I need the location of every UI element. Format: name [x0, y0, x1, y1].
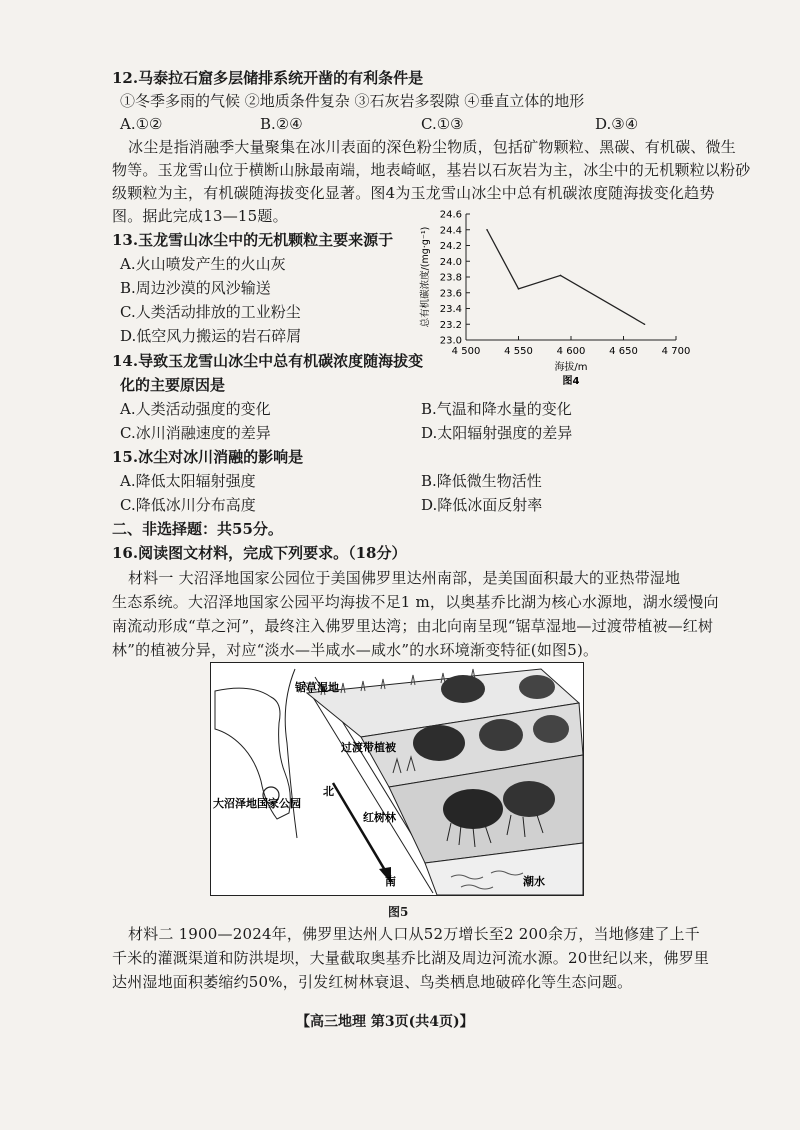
x-tick-label: 4 700	[661, 346, 690, 357]
label-transition-vegetation: 过渡带植被	[341, 741, 396, 754]
q14-stem-line-2: 化的主要原因是	[120, 376, 226, 394]
label-national-park: 大沼泽地国家公园	[213, 797, 301, 810]
q12-conditions: ①冬季多雨的气候 ②地质条件复杂 ③石灰岩多裂隙 ④垂直立体的地形	[120, 92, 585, 110]
q15-option-a: A.降低太阳辐射强度	[120, 472, 256, 490]
toc-series-line	[487, 230, 645, 325]
y-tick-label: 23.0	[439, 335, 462, 347]
q16-stem: 16.阅读图文材料，完成下列要求。（18分）	[112, 544, 407, 562]
y-tick-label: 24.2	[439, 241, 462, 252]
y-tick-label: 23.2	[439, 319, 462, 331]
q15-option-c: C.降低冰川分布高度	[120, 496, 256, 514]
label-north: 北	[323, 785, 334, 798]
material1-line-4: 林”的植被分异，对应“淡水—半咸水—咸水”的水环境渐变特征(如图5)。	[112, 641, 599, 659]
q15-option-d: D.降低冰面反射率	[421, 496, 543, 514]
data-point	[560, 275, 562, 277]
q14-option-c: C.冰川消融速度的差异	[120, 424, 271, 442]
section-2-heading: 二、非选择题：共55分。	[112, 520, 283, 538]
q15-option-b: B.降低微生物活性	[421, 472, 542, 490]
q12-option-a: A.①②	[120, 115, 163, 133]
q13-option-b: B.周边沙漠的风沙输送	[120, 279, 271, 297]
x-tick-label: 4 500	[451, 346, 481, 357]
label-south: 南	[385, 875, 396, 888]
material1-line-1: 材料一 大沼泽地国家公园位于美国佛罗里达州南部，是美国面积最大的亚热带湿地	[128, 569, 681, 587]
q12-option-b: B.②④	[260, 115, 303, 133]
material2-line-1: 材料二 1900—2024年，佛罗里达州人口从52万增长至2 200余万，当地修建了上千	[128, 925, 700, 943]
florida-inset-map	[215, 669, 297, 838]
data-point	[644, 323, 646, 325]
q14-option-d: D.太阳辐射强度的差异	[421, 424, 573, 442]
q13-option-a: A.火山喷发产生的火山灰	[120, 255, 286, 273]
figure4-caption: 图4	[562, 376, 580, 386]
label-tide-water: 潮水	[523, 875, 545, 888]
figure5-caption: 图5	[388, 905, 409, 919]
passage-line-2: 物等。玉龙雪山位于横断山脉最南端，地表崎岖，基岩以石灰岩为主，冰尘中的无机颗粒以粉砂	[112, 161, 751, 179]
q13-stem: 13.玉龙雪山冰尘中的无机颗粒主要来源于	[112, 231, 394, 249]
material1-line-2: 生态系统。大沼泽地国家公园平均海拔不足1 m，以奥基乔比湖为核心水源地，湖水缓慢向	[112, 593, 719, 611]
north-south-arrow	[333, 783, 391, 883]
label-sawgrass-wetland: 锯草湿地	[295, 681, 339, 694]
y-tick-label: 24.0	[439, 256, 462, 268]
x-tick-label: 4 600	[556, 346, 586, 357]
q12-option-d: D.③④	[595, 115, 639, 133]
y-tick-label: 24.4	[439, 225, 462, 237]
q14-stem-line-1: 14.导致玉龙雪山冰尘中总有机碳浓度随海拔变	[112, 352, 424, 370]
y-tick-label: 24.6	[439, 209, 462, 221]
figure4-chart	[418, 206, 690, 386]
q13-option-c: C.人类活动排放的工业粉尘	[120, 303, 301, 321]
passage-line-4: 图。据此完成13—15题。	[112, 207, 288, 225]
q12-option-c: C.①③	[421, 115, 464, 133]
q15-stem: 15.冰尘对冰川消融的影响是	[112, 448, 304, 466]
q14-option-a: A.人类活动强度的变化	[120, 400, 271, 418]
passage-line-1: 冰尘是指消融季大量聚集在冰川表面的深色粉尘物质，包括矿物颗粒、黑碳、有机碳、微生	[128, 138, 737, 156]
x-tick-label: 4 650	[609, 346, 638, 357]
figure5-drawing	[211, 663, 583, 895]
figure5-illustration	[210, 662, 584, 896]
page-footer: 【高三地理 第3页(共4页)】	[296, 1014, 474, 1030]
y-tick-label: 23.4	[439, 304, 462, 315]
material2-line-3: 达州湿地面积萎缩约50%，引发红树林衰退、鸟类栖息地破碎化等生态问题。	[112, 973, 633, 991]
x-axis-label: 海拔/m	[554, 362, 588, 373]
q14-option-b: B.气温和降水量的变化	[421, 400, 572, 418]
y-tick-label: 23.6	[439, 288, 462, 300]
y-tick-label: 23.8	[439, 272, 462, 284]
passage-line-3: 级颗粒为主，有机碳随海拔变化显著。图4为玉龙雪山冰尘中总有机碳浓度随海拔变化趋势	[112, 184, 715, 202]
x-tick-label: 4 550	[504, 346, 533, 357]
material1-line-3: 南流动形成“草之河”，最终注入佛罗里达湾；由北向南呈现“锯草湿地—过渡带植被—红树	[112, 617, 714, 635]
q12-stem: 12.马泰拉石窟多层储排系统开凿的有利条件是	[112, 69, 424, 87]
material2-line-2: 千米的灌溉渠道和防洪堤坝，大量截取奥基乔比湖及周边河流水源。20世纪以来，佛罗里	[112, 949, 710, 967]
data-point	[486, 229, 488, 231]
q13-option-d: D.低空风力搬运的岩石碎屑	[120, 327, 302, 345]
y-axis-label: 总有机碳浓度/(mg·g⁻¹)	[420, 226, 431, 328]
label-mangrove: 红树林	[363, 811, 396, 824]
data-point	[518, 288, 520, 290]
